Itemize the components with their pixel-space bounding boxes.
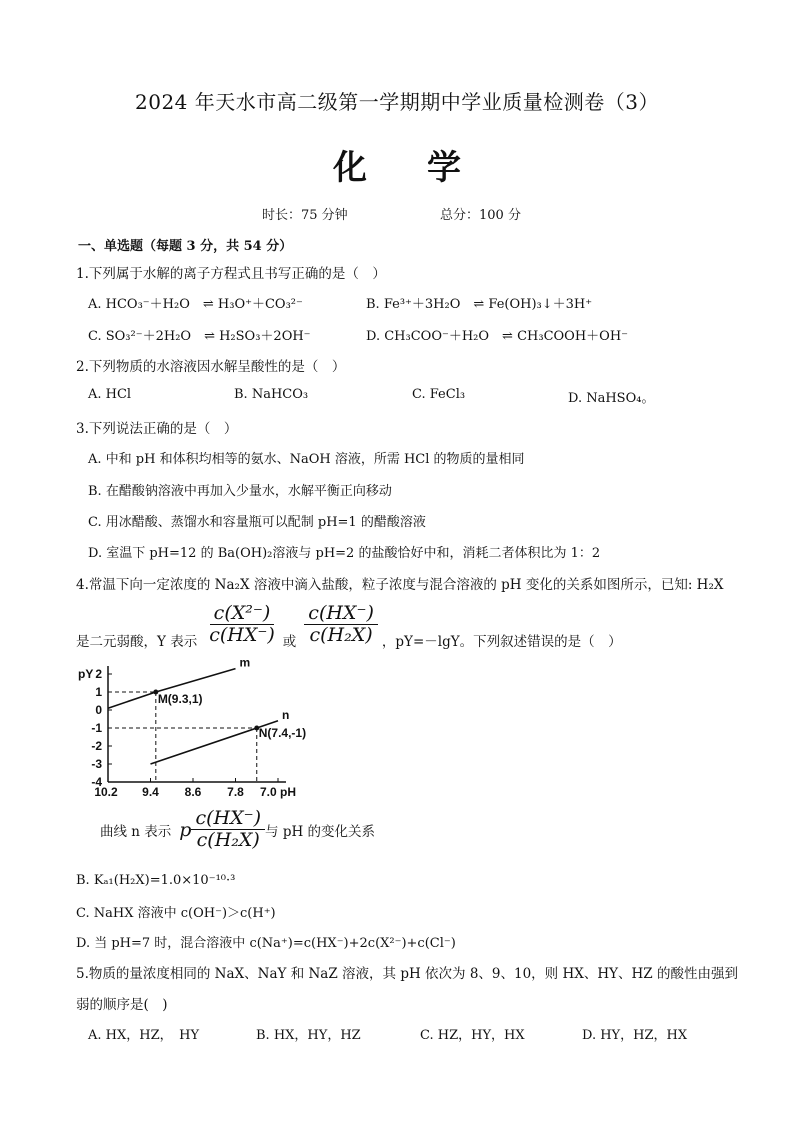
q4-option-a-suffix: 与 pH 的变化关系 — [265, 823, 376, 840]
point-label: M(9.3,1) — [157, 692, 203, 706]
q4-option-a — [100, 808, 375, 852]
section-heading: 一、单选题（每题 3 分，共 54 分） — [78, 239, 293, 254]
question-5-stem-line1: 5.物质的量浓度相同的 NaX、NaY 和 NaZ 溶液，其 pH 依次为 8、9、10，则 HX、HY、HZ 的酸性由强到 — [76, 966, 738, 982]
y-tick-label: 2 — [95, 667, 102, 681]
question-4-definition — [76, 600, 622, 650]
question-2-stem: 2.下列物质的水溶液因水解呈酸性的是（ ） — [76, 359, 346, 375]
question-1-stem: 1.下列属于水解的离子方程式且书写正确的是（ ） — [76, 266, 386, 282]
x-tick-label: 9.4 — [142, 785, 159, 799]
exam-title: 2024 年天水市高二级第一学期期中学业质量检测卷（3） — [135, 90, 659, 114]
ph-py-chart — [74, 655, 307, 799]
q4-option-b: B. Kₐ₁(H₂X)=1.0×10⁻¹⁰·³ — [76, 873, 236, 888]
y-axis-label: pY — [78, 667, 94, 681]
x-tick-label: 7.0 pH — [259, 785, 297, 799]
fraction-numerator: c(HX⁻) — [191, 808, 265, 830]
q5-option-c: C. HZ，HY，HX — [420, 1028, 525, 1043]
fraction-denominator: c(H₂X) — [196, 828, 260, 851]
x-tick-label: 10.2 — [94, 785, 118, 799]
y-tick-label: -3 — [91, 757, 102, 771]
q4-or: 或 — [282, 634, 297, 650]
q1-option-d: D. CH₃COO⁻＋H₂O ⇌ CH₃COOH＋OH⁻ — [366, 329, 629, 344]
fraction-x2-over-hx — [205, 603, 279, 647]
y-tick-label: -4 — [91, 775, 102, 789]
fraction-hx-over-h2x — [304, 603, 378, 647]
q4-definition-suffix: ，pY=－lgY。下列叙述错误的是（ ） — [381, 634, 622, 650]
q4-option-c: C. NaHX 溶液中 c(OH⁻)＞c(H⁺) — [76, 906, 276, 921]
question-5-stem-line2: 弱的顺序是( ) — [76, 997, 168, 1013]
q3-option-a: A. 中和 pH 和体积均相等的氨水、NaOH 溶液，所需 HCl 的物质的量相同 — [88, 452, 525, 467]
q5-option-b: B. HX，HY，HZ — [256, 1028, 361, 1043]
point-label: N(7.4,-1) — [258, 726, 307, 740]
y-tick-label: 0 — [95, 703, 102, 717]
q4-option-a-prefix: 曲线 n 表示 — [100, 823, 172, 840]
series-label-m: m — [239, 655, 251, 670]
x-tick-label: 8.6 — [184, 785, 202, 799]
q1-option-a: A. HCO₃⁻＋H₂O ⇌ H₃O⁺＋CO₃²⁻ — [88, 297, 303, 312]
fraction-numerator: c(HX⁻) — [304, 603, 378, 625]
q5-option-d: D. HY，HZ，HX — [582, 1028, 688, 1043]
q2-option-a: A. HCl — [88, 387, 132, 402]
fraction-denominator: c(HX⁻) — [209, 624, 275, 647]
fraction-numerator: c(X²⁻) — [210, 603, 275, 625]
question-3-stem: 3.下列说法正确的是（ ） — [76, 421, 238, 437]
q4-option-d: D. 当 pH=7 时，混合溶液中 c(Na⁺)=c(HX⁻)+2c(X²⁻)+c(Cl⁻) — [76, 936, 456, 951]
y-tick-label: -2 — [91, 739, 102, 753]
q2-option-b: B. NaHCO₃ — [234, 387, 309, 402]
exam-duration: 时长：75 分钟 — [262, 208, 348, 223]
y-tick-label: -1 — [91, 721, 102, 735]
x-tick-label: 7.8 — [227, 785, 244, 799]
q2-option-c: C. FeCl₃ — [412, 387, 466, 402]
question-4-stem: 4.常温下向一定浓度的 Na₂X 溶液中滴入盐酸，粒子浓度与混合溶液的 pH 变化的关系如图所示，已知: H₂X — [76, 577, 724, 593]
q1-option-c: C. SO₃²⁻＋2H₂O ⇌ H₂SO₃＋2OH⁻ — [88, 329, 311, 344]
q2-option-d: D. NaHSO₄。 — [568, 391, 655, 406]
q4-option-a-p: p — [179, 818, 192, 841]
q3-option-b: B. 在醋酸钠溶液中再加入少量水，水解平衡正向移动 — [88, 484, 392, 499]
fraction-hx-over-h2x — [191, 808, 265, 852]
q5-option-a: A. HX，HZ， HY — [88, 1028, 200, 1043]
exam-total-score: 总分：100 分 — [440, 208, 521, 223]
y-tick-label: 1 — [95, 685, 102, 699]
q4-definition-prefix: 是二元弱酸，Y 表示 — [76, 634, 198, 650]
fraction-denominator: c(H₂X) — [309, 624, 373, 647]
q1-option-b: B. Fe³⁺＋3H₂O ⇌ Fe(OH)₃↓＋3H⁺ — [366, 297, 593, 312]
subject-title: 化学 — [333, 148, 521, 188]
q3-option-d: D. 室温下 pH=12 的 Ba(OH)₂溶液与 pH=2 的盐酸恰好中和，消耗二者体积比为 1：2 — [88, 546, 601, 561]
q3-option-c: C. 用冰醋酸、蒸馏水和容量瓶可以配制 pH=1 的醋酸溶液 — [88, 515, 426, 530]
series-label-n: n — [282, 707, 290, 722]
